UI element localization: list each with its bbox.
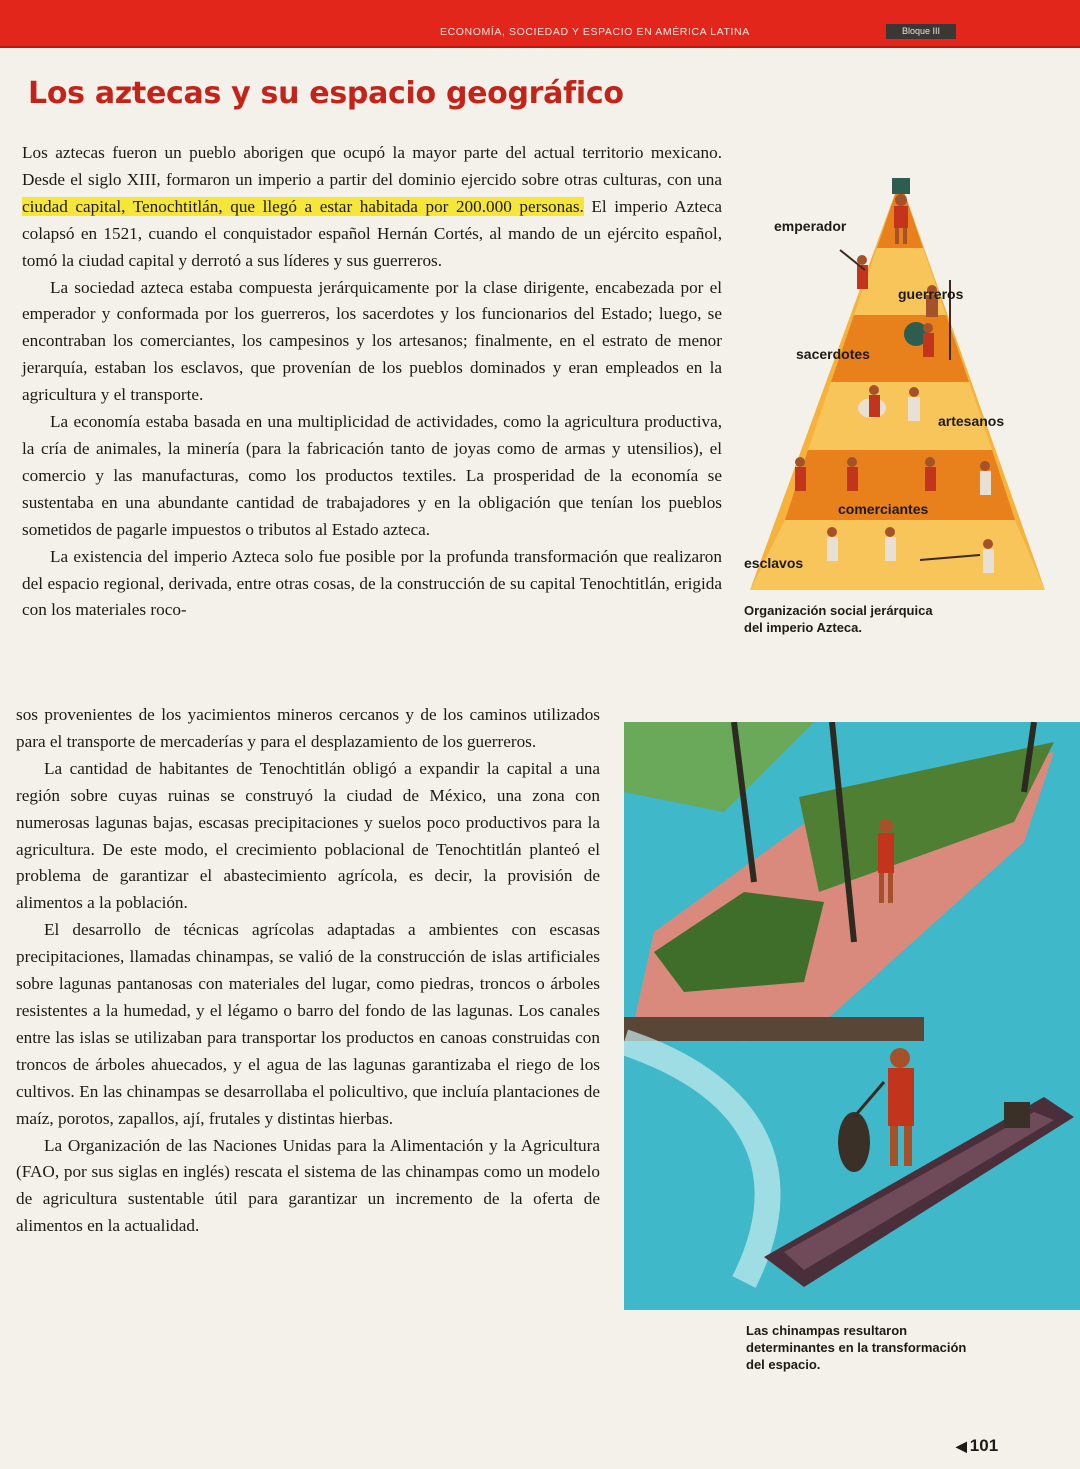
pyramid-caption: Organización social jerárquica del imperio Azteca. xyxy=(744,603,933,635)
paragraph-5: La cantidad de habitantes de Tenochtitlán obligó a expandir la capital a una región sobre cuyas ruinas se construyó la ciudad de México, una zona con numerosas lagunas bajas, escasas precipitaciones y suelos poco productivos para la agricultura. De este modo, el crecimiento poblacional de Tenochtitlán planteó el problema de garantizar el abastecimiento agrícola, es decir, la provisión de alimentos a la población. xyxy=(16,758,600,913)
bloque-tag: Bloque III xyxy=(886,24,956,39)
page-number xyxy=(956,1436,998,1456)
chinampa-scene xyxy=(624,722,1080,1310)
chinampa-caption: Las chinampas resultaron determinantes en la transformación del espacio. xyxy=(746,1323,967,1372)
body-column-top xyxy=(22,140,722,624)
social-pyramid-figure xyxy=(740,160,1060,600)
basket xyxy=(1004,1102,1030,1128)
paragraph-1-start: Los aztecas fueron un pueblo aborigen que ocupó la mayor parte del actual territorio mexicano. Desde el siglo XIII, formaron un imperio a partir del dominio ejercido sobre otras culturas, con una xyxy=(22,143,722,189)
highlighted-text: ciudad capital, Tenochtitlán, que llegó a estar habitada por 200.000 personas. xyxy=(22,196,584,216)
label-emperador: emperador xyxy=(774,218,847,234)
paragraph-2: La sociedad azteca estaba compuesta jerárquicamente por la clase dirigente, encabezada por el emperador y conformada por los guerreros, los sacerdotes y los funcionarios del Estado; luego, se encontraban los comerciantes, los campesinos y los artesanos; finalmente, en el estrato de menor jerarquía, estaban los esclavos, que provenían de los pueblos dominados y eran empleados en la agricultura y el transporte. xyxy=(22,277,722,405)
paragraph-4b: sos provenientes de los yacimientos mineros cercanos y de los caminos utilizados para el transporte de mercaderías y para el desplazamiento de los guerreros. xyxy=(16,705,600,751)
chinampa-illustration xyxy=(624,722,1080,1310)
body-column-bottom xyxy=(16,702,600,1240)
label-guerreros: guerreros xyxy=(898,286,964,302)
running-head: ECONOMÍA, SOCIEDAD Y ESPACIO EN AMÉRICA LATINA xyxy=(440,26,750,38)
stake-fence xyxy=(624,1017,924,1041)
label-artesanos: artesanos xyxy=(938,413,1005,429)
label-esclavos: esclavos xyxy=(744,555,804,571)
label-sacerdotes: sacerdotes xyxy=(796,346,870,362)
paragraph-6: El desarrollo de técnicas agrícolas adaptadas a ambientes con escasas precipitaciones, llamadas chinampas, se valió de la construcción de islas artificiales sobre lagunas pantanosas con materiales del lugar, como piedras, troncos o árboles resistentes a la humedad, y el légamo o barro del fondo de las lagunas. Los canales entre las islas se utilizaban para transportar los productos en canoas construidas con troncos de árboles ahuecados, y el agua de las lagunas garantizaba el riego de los cultivos. En las chinampas se desarrollaba el policultivo, que incluía plantaciones de maíz, porotos, zapallos, ají, frutales y distintas hierbas. xyxy=(16,920,600,1128)
paragraph-7: La Organización de las Naciones Unidas para la Alimentación y la Agricultura (FAO, por sus siglas en inglés) rescata el sistema de las chinampas como un modelo de agricultura sustentable útil para garantizar un incremento de la oferta de alimentos en la actualidad. xyxy=(16,1135,600,1236)
page-title: Los aztecas y su espacio geográfico xyxy=(28,76,624,111)
label-comerciantes: comerciantes xyxy=(838,501,929,517)
header-band xyxy=(0,0,1080,48)
left-triangle-icon: ◀ xyxy=(956,1438,967,1454)
paragraph-4a: La existencia del imperio Azteca solo fue posible por la profunda transformación que realizaron del espacio regional, derivada, entre otras cosas, de la construcción de su capital Tenochtitlán, erigida con los materiales roco- xyxy=(22,546,722,620)
paragraph-1 xyxy=(22,140,722,275)
paragraph-3: La economía estaba basada en una multiplicidad de actividades, como la agricultura productiva, la cría de animales, la minería (para la fabricación tanto de joyas como de armas y utensilios), el comercio y las manufacturas, como los productos textiles. La prosperidad de la economía se sustentaba en una abundante cantidad de trabajadores y en la obligación que tenían los pueblos sometidos de pagarle impuestos o tributos al Estado azteca. xyxy=(22,412,722,539)
paragraph-1-end: El imperio Azteca colapsó en 1521, cuando el conquistador español Hernán Cortés, al mando de un ejército español, tomó la ciudad capital y derrotó a sus líderes y sus guerreros. xyxy=(22,196,722,270)
page-number-value: 101 xyxy=(969,1436,999,1455)
